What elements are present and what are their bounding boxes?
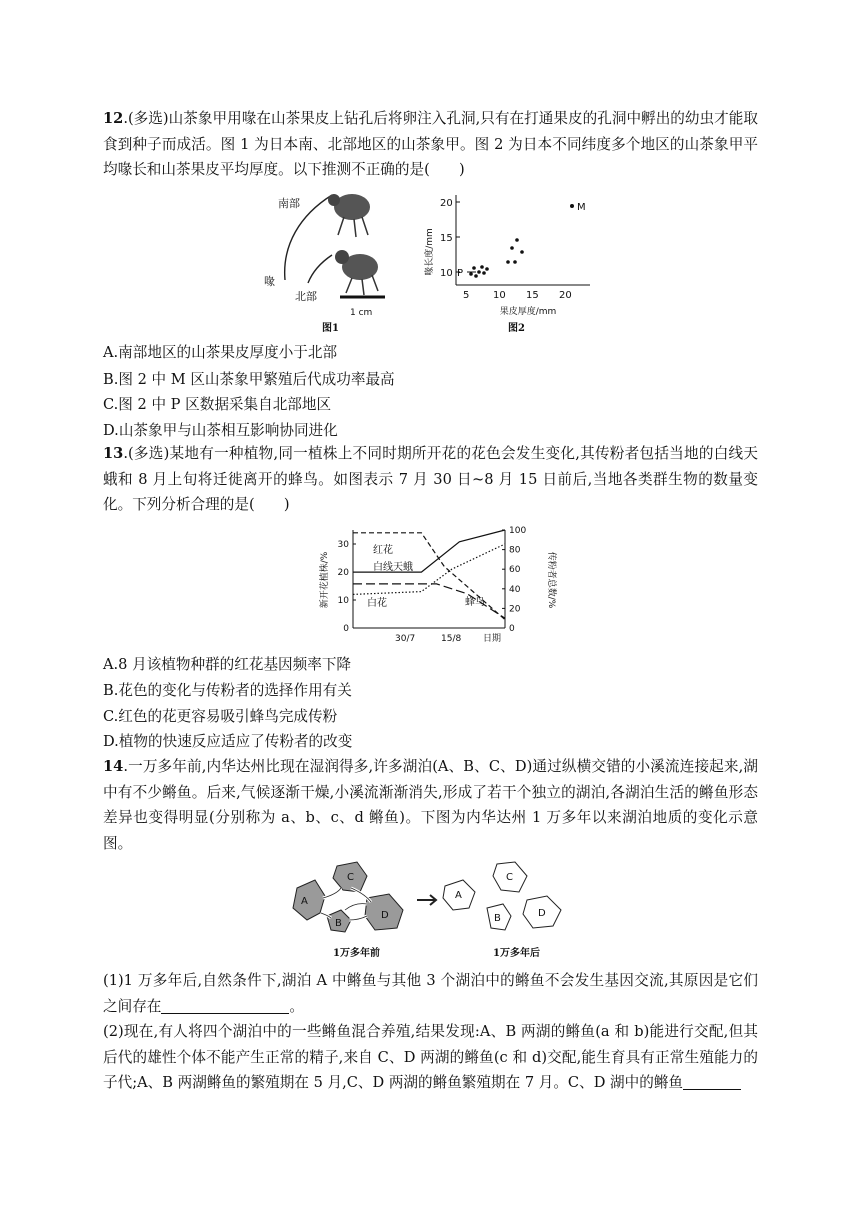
chart-ylabel-left: 新开花植株/%: [320, 551, 330, 609]
chart-xtick-1: 30/7: [395, 634, 416, 644]
right-tick-label-5: 100: [509, 526, 527, 536]
fig1-caption: 图1: [322, 323, 339, 334]
point: [477, 270, 481, 274]
point: [520, 250, 524, 254]
point: [506, 260, 510, 264]
lake-label-b-after: B: [494, 913, 501, 924]
point: [482, 271, 486, 275]
q12-number: 12: [103, 110, 124, 127]
q13-number: 13: [103, 445, 124, 462]
q14-sub1-blank[interactable]: [161, 997, 289, 1014]
series-label-red: 红花: [373, 545, 393, 556]
fig2-caption: 图2: [508, 323, 525, 334]
q13-text: .(多选)某地有一种植物,同一植株上不同时期所开花的花色会发生变化,其传粉者包括当地的白线天蛾和 8 月上旬将迁徙离开的蜂鸟。如图表示 7 月 30 日~8 月 15 日前后,当地各类群生物的数量变化。下列分析合理的是( ): [103, 445, 758, 513]
lake-a-before: [293, 880, 325, 920]
q14-sub1-end: 。: [289, 997, 304, 1015]
caption-after: 1万多年后: [493, 948, 540, 959]
fig2-ytick-10: 10: [440, 268, 453, 279]
series-label-moth: 白线天蛾: [373, 562, 413, 573]
point: [485, 267, 489, 271]
fig2-xlabel: 果皮厚度/mm: [499, 307, 557, 317]
lake-label-c-before: C: [347, 872, 354, 883]
left-tick-label-2: 20: [337, 568, 349, 578]
q14-lakes-figure: [285, 858, 585, 963]
q12-stem: [103, 106, 758, 183]
point: [513, 260, 517, 264]
fig1-label-beak: 喙: [264, 275, 275, 288]
q12-option-c: C.图 2 中 P 区数据采集自北部地区: [103, 396, 332, 413]
q14-sub1-text: (1)1 万多年后,自然条件下,湖泊 A 中鳉鱼与其他 3 个湖泊中的鳉鱼不会发生基因交流,其原因是它们之间存在: [103, 972, 758, 1015]
q13-option-b: B.花色的变化与传粉者的选择作用有关: [103, 682, 352, 699]
fig2-points: [469, 204, 574, 278]
right-tick-label-1: 20: [509, 604, 521, 615]
fig2-xtick-5: 5: [463, 290, 470, 301]
q12-option-a: A.南部地区的山茶果皮厚度小于北部: [103, 344, 338, 361]
point: [515, 238, 519, 242]
fig2-point-p-label: P: [457, 268, 464, 279]
left-tick-label-1: 10: [337, 596, 349, 606]
lakes-before: [293, 862, 403, 932]
point: [474, 274, 478, 278]
north-beak: [308, 255, 332, 283]
q13-option-d: D.植物的快速反应适应了传粉者的改变: [103, 733, 353, 750]
north-weevil-head: [335, 250, 349, 264]
q12-option-d: D.山茶象甲与山茶相互影响协同进化: [103, 422, 338, 439]
series-label-white: 白花: [367, 598, 387, 609]
fig2-ylabel: 喙长度/mm: [425, 228, 435, 276]
q12-text: .(多选)山茶象甲用喙在山茶果皮上钻孔后将卵注入孔洞,只有在打通果皮的孔洞中孵出的幼虫才能取食到种子而成活。图 1 为日本南、北部地区的山茶象甲。图 2 为日本不同纬度多个地区的山茶象甲平均喙长和山茶果皮平均厚度。以下推测不正确的是( ): [103, 110, 758, 178]
lake-label-a-before: A: [301, 896, 308, 907]
arrow-icon: [417, 895, 436, 905]
fig1-label-north: 北部: [295, 290, 317, 303]
fig1-label-south: 南部: [278, 197, 300, 210]
south-weevil-head: [328, 194, 340, 206]
chart-ylabel-right: 传粉者总数/%: [546, 551, 556, 609]
south-weevil-legs: [338, 217, 368, 237]
right-tick-label-3: 60: [509, 565, 521, 576]
fig2-xtick-10: 10: [493, 290, 506, 301]
right-tick-label-4: 80: [509, 545, 521, 556]
point: [510, 246, 514, 250]
fig2-ytick-20: 20: [440, 198, 453, 209]
right-tick-label-0: 0: [509, 624, 515, 634]
point: [480, 265, 484, 269]
caption-before: 1万多年前: [333, 948, 380, 959]
lakes-after: [443, 862, 561, 930]
fig1-scale-label: 1 cm: [350, 308, 373, 318]
q14-sub2-blank[interactable]: [683, 1073, 741, 1090]
fig2-xtick-20: 20: [559, 290, 572, 301]
fig2-x-ticks: [463, 290, 572, 301]
q14-sub2-text: (2)现在,有人将四个湖泊中的一些鳉鱼混合养殖,结果发现:A、B 两湖的鳉鱼(a 和 b)能进行交配,但其后代的雄性个体不能产生正常的精子,来自 C、D 两湖的鳉鱼(c 和 d)交配,能生育具有正常生殖能力的子代;A、B 两湖鳉鱼的繁殖期在 5 月,C、D 两湖的鳉鱼繁殖期在 7 月。C、D 湖中的鳉鱼: [103, 1023, 758, 1091]
q14-text: .一万多年前,内华达州比现在湿润得多,许多湖泊(A、B、C、D)通过纵横交错的小溪流连接起来,湖中有不少鳉鱼。后来,气候逐渐干燥,小溪流渐渐消失,形成了若干个独立的湖泊,各湖泊生活的鳉鱼形态差异也变得明显(分别称为 a、b、c、d 鳉鱼)。下图为内华达州 1 万多年以来湖泊地质的变化示意图。: [103, 758, 758, 852]
figure-1-weevils: [260, 185, 410, 335]
left-tick-label-3: 30: [337, 540, 349, 550]
q14-sub2: [103, 1019, 758, 1096]
lake-label-d-after: D: [538, 908, 546, 919]
figure-2-scatter: [420, 190, 610, 335]
lake-label-c-after: C: [506, 872, 513, 883]
q12-option-b: B.图 2 中 M 区山茶象甲繁殖后代成功率最高: [103, 371, 395, 388]
series-label-hummingbird: 蜂鸟: [465, 597, 485, 608]
fig2-ytick-15: 15: [440, 233, 453, 244]
left-tick-label-0: 0: [343, 624, 349, 634]
point: [469, 272, 473, 276]
fig2-y-ticks: [440, 198, 460, 279]
q14-sub1: [103, 968, 758, 1019]
fig2-xtick-15: 15: [526, 290, 539, 301]
point: [472, 266, 476, 270]
q13-option-c: C.红色的花更容易吸引蜂鸟完成传粉: [103, 708, 338, 725]
right-tick-label-2: 40: [509, 584, 521, 595]
lake-label-b-before: B: [335, 918, 342, 929]
q13-line-chart: [315, 520, 555, 655]
q13-stem: [103, 441, 758, 518]
lake-label-a-after: A: [455, 890, 462, 901]
fig2-point-m-label: M: [577, 202, 586, 213]
chart-ticks: [338, 526, 527, 634]
q13-option-a: A.8 月该植物种群的红花基因频率下降: [103, 656, 352, 673]
q14-stem: [103, 754, 758, 856]
q14-number: 14: [103, 758, 124, 775]
chart-xtick-2: 15/8: [441, 634, 462, 644]
chart-xlabel: 日期: [483, 634, 502, 644]
lake-label-d-before: D: [381, 910, 389, 921]
point-m: [570, 204, 574, 208]
